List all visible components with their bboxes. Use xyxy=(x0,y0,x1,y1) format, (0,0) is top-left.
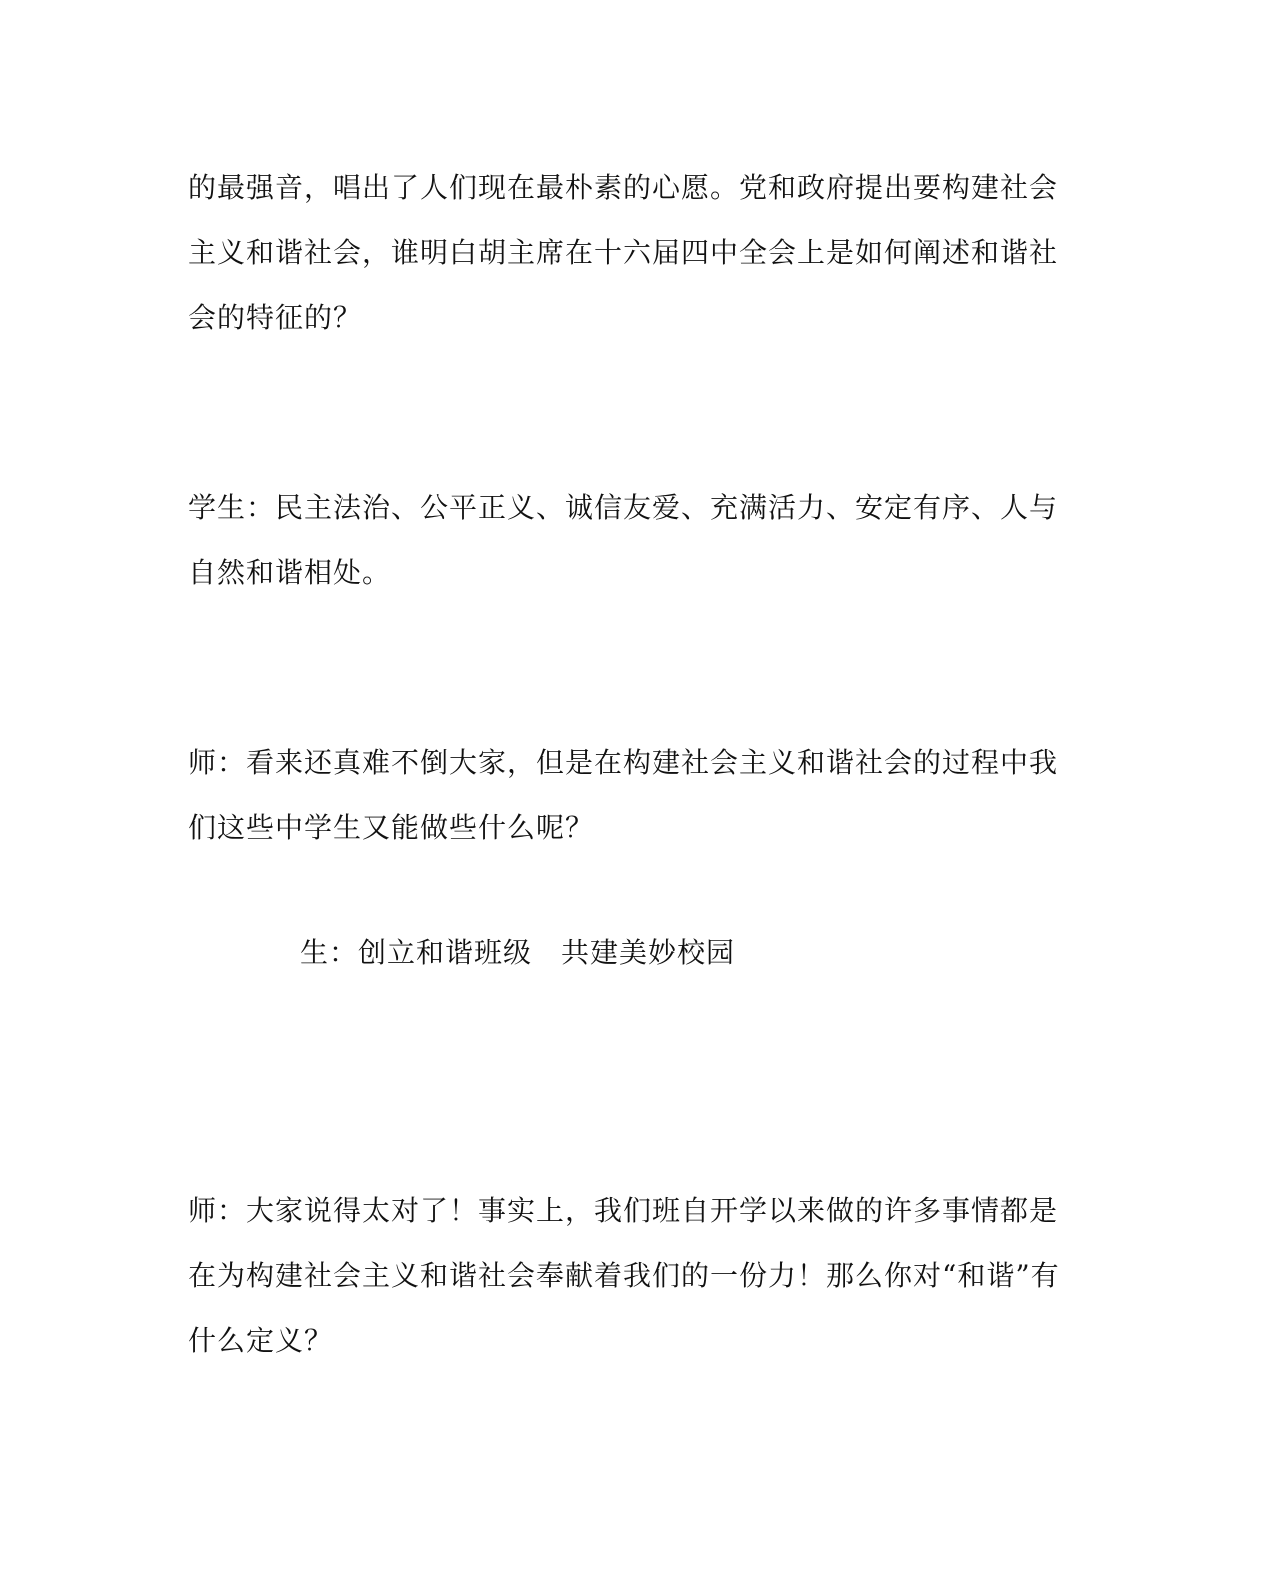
text-line: 学生：民主法治、公平正义、诚信友爱、充满活力、安定有序、人与 xyxy=(188,491,1059,524)
text-line: 的最强音，唱出了人们现在最朴素的心愿。党和政府提出要构建社会 xyxy=(188,171,1059,204)
text-line: 什么定义？ xyxy=(188,1324,334,1357)
text-line: 师：看来还真难不倒大家，但是在构建社会主义和谐社会的过程中我 xyxy=(188,746,1059,779)
text-line: 们这些中学生又能做些什么呢？ xyxy=(188,811,595,844)
text-line: 师：大家说得太对了！事实上，我们班自开学以来做的许多事情都是 xyxy=(188,1194,1059,1227)
text-line: 自然和谐相处。 xyxy=(188,556,392,589)
paragraph-teacher-question xyxy=(188,730,1058,860)
text-line: 会的特征的？ xyxy=(188,301,363,334)
paragraph-teacher-followup xyxy=(188,1178,1058,1373)
paragraph-student-slogan xyxy=(300,920,1170,985)
text-line: 生：创立和谐班级 共建美妙校园 xyxy=(300,936,736,969)
text-line: 在为构建社会主义和谐社会奉献着我们的一份力！那么你对“和谐”有 xyxy=(188,1259,1060,1292)
paragraph-question-harmonious-society xyxy=(188,155,1058,350)
paragraph-student-answer xyxy=(188,475,1058,605)
text-line: 主义和谐社会，谁明白胡主席在十六届四中全会上是如何阐述和谐社 xyxy=(188,236,1059,269)
